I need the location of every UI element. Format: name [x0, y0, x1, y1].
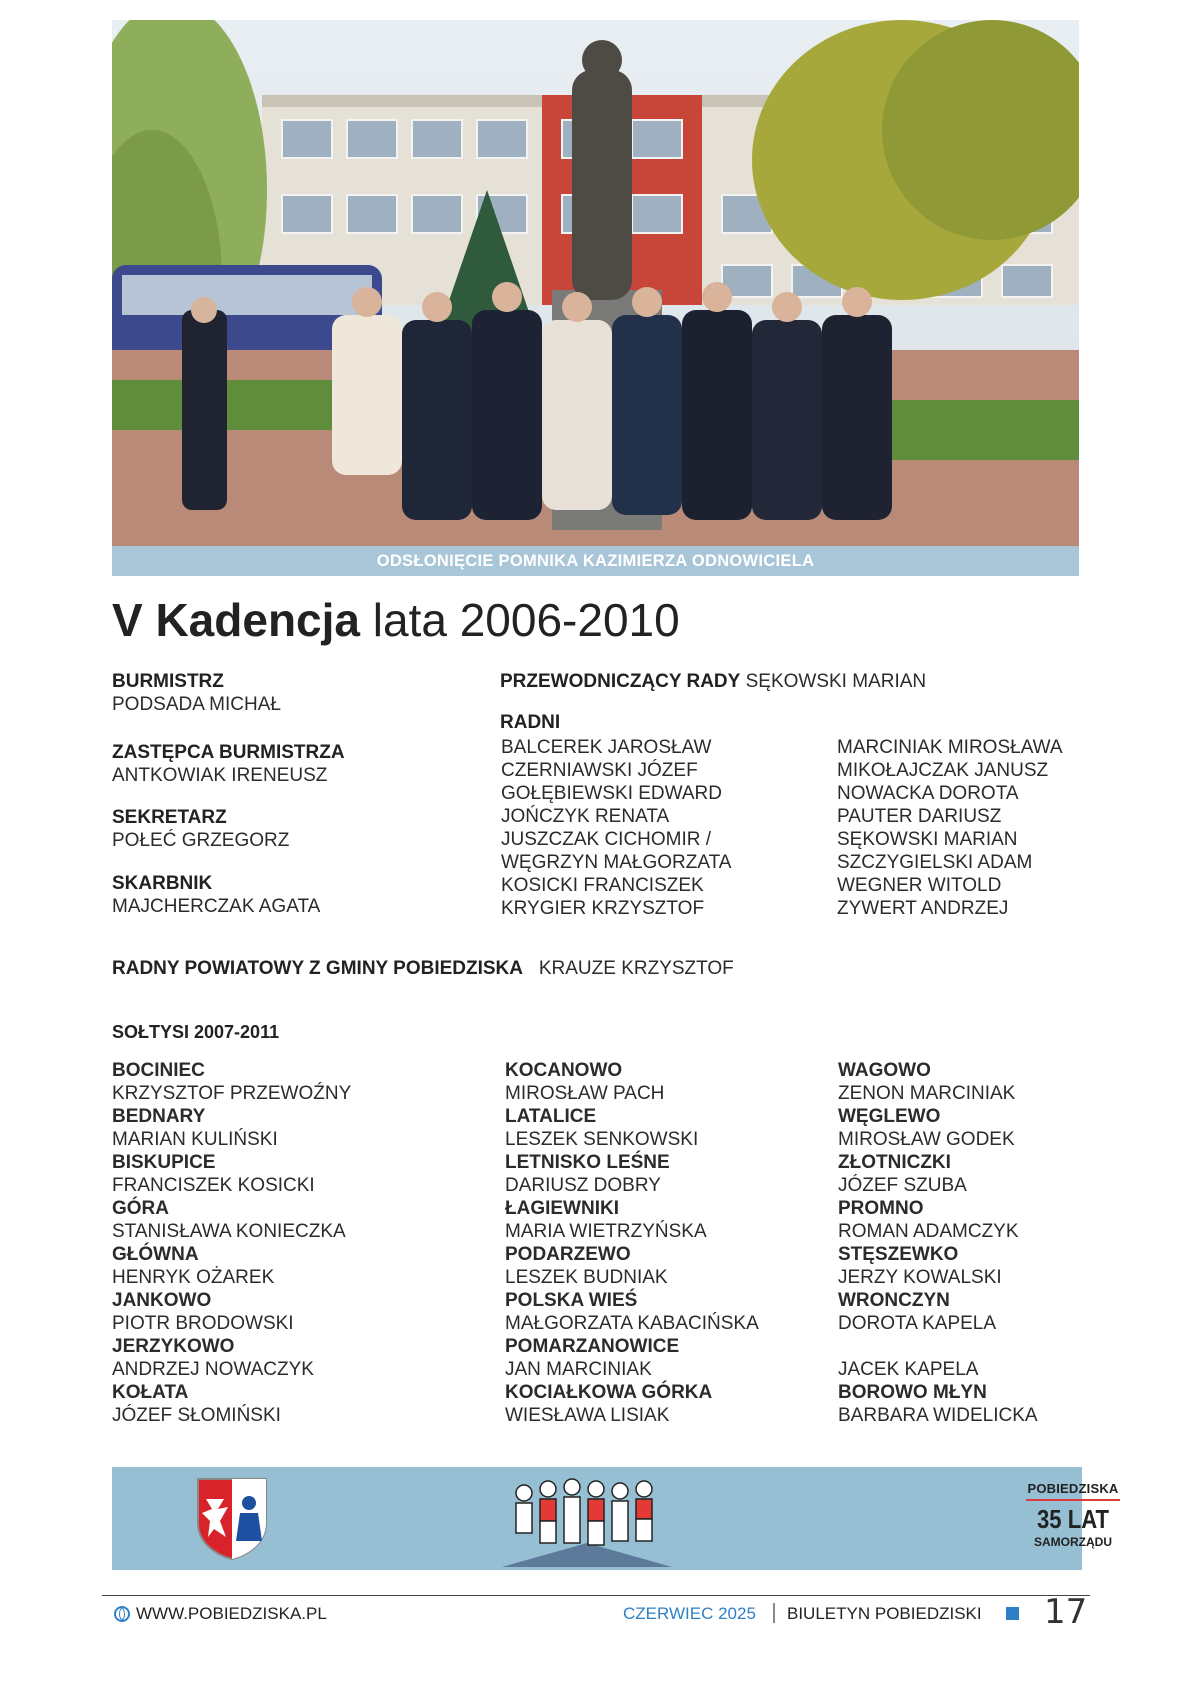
page-title: [112, 592, 680, 648]
list-item: MIKOŁAJCZAK JANUSZ: [837, 760, 1049, 781]
village-name: BEDNARY: [112, 1106, 206, 1127]
person-name: ANDRZEJ NOWACZYK: [112, 1359, 314, 1380]
coat-of-arms-icon: [196, 1477, 268, 1561]
list-item: KRYGIER KRZYSZTOF: [501, 898, 705, 919]
soltysi-column-2: [505, 1059, 759, 1427]
badge-top: POBIEDZISKA: [1027, 1481, 1119, 1496]
village-name: WĘGLEWO: [838, 1106, 941, 1127]
footer-website[interactable]: [114, 1602, 327, 1626]
person-name: MAŁGORZATA KABACIŃSKA: [505, 1313, 759, 1334]
badge-bottom: SAMORZĄDU: [1034, 1535, 1112, 1549]
village-name: PODARZEWO: [505, 1244, 631, 1265]
people-group-illustration: [502, 1473, 672, 1567]
list-item: SĘKOWSKI MARIAN: [837, 829, 1018, 850]
soltysi-column-3: [838, 1059, 1038, 1427]
village-name: ŁAGIEWNIKI: [505, 1198, 619, 1219]
person-name: PIOTR BRODOWSKI: [112, 1313, 294, 1334]
footer-separator: [773, 1603, 775, 1623]
person-name: LESZEK BUDNIAK: [505, 1267, 668, 1288]
village-name: POLSKA WIEŚ: [505, 1290, 638, 1311]
village-name: GŁÓWNA: [112, 1244, 199, 1265]
list-item: GOŁĘBIEWSKI EDWARD: [501, 783, 722, 804]
village-name: PROMNO: [838, 1198, 924, 1219]
village-name: STĘSZEWKO: [838, 1244, 959, 1265]
soltysi-column-1: [112, 1059, 351, 1427]
person-name: JÓZEF SŁOMIŃSKI: [112, 1405, 281, 1426]
footer-rule: [102, 1595, 1090, 1596]
person-name: HENRYK OŻAREK: [112, 1267, 275, 1288]
website-link: WWW.POBIEDZISKA.PL: [136, 1604, 327, 1623]
village-name: WRONCZYN: [838, 1290, 950, 1311]
footer-date: CZERWIEC 2025: [623, 1604, 756, 1623]
person-name: MARIA WIETRZYŃSKA: [505, 1221, 707, 1242]
badge-main: 35 LAT: [1036, 1504, 1110, 1534]
role-label: BURMISTRZ: [112, 671, 224, 692]
county-label: RADNY POWIATOWY Z GMINY POBIEDZISKA: [112, 958, 523, 979]
person-name: MIROSŁAW PACH: [505, 1083, 665, 1104]
radni-label: RADNI: [500, 712, 561, 733]
person-name: LESZEK SENKOWSKI: [505, 1129, 699, 1150]
village-name: BOROWO MŁYN: [838, 1382, 987, 1403]
county-name: KRAUZE KRZYSZTOF: [538, 958, 734, 979]
village-name: JERZYKOWO: [112, 1336, 235, 1357]
radni-column-2: [837, 736, 1063, 920]
footer-publication: BIULETYN POBIEDZISKI: [787, 1604, 982, 1623]
badge-divider: [1026, 1499, 1120, 1501]
council-chair-label: PRZEWODNICZĄCY RADY: [500, 671, 741, 692]
title-bold: V Kadencja: [112, 594, 360, 646]
person-name: MARIAN KULIŃSKI: [112, 1129, 278, 1150]
person-name: JACEK KAPELA: [838, 1359, 979, 1380]
village-name: KOCANOWO: [505, 1060, 623, 1081]
village-name: JANKOWO: [112, 1290, 212, 1311]
list-item: MARCINIAK MIROSŁAWA: [837, 737, 1063, 758]
photo-monument-unveiling: [112, 20, 1079, 546]
person-name: ROMAN ADAMCZYK: [838, 1221, 1019, 1242]
list-item: CZERNIAWSKI JÓZEF: [501, 760, 698, 781]
village-name: KOŁATA: [112, 1382, 189, 1403]
village-name: LETNISKO LEŚNE: [505, 1152, 670, 1173]
list-item: NOWACKA DOROTA: [837, 783, 1019, 804]
list-item: SZCZYGIELSKI ADAM: [837, 852, 1033, 873]
globe-icon: [114, 1606, 130, 1622]
village-name: LATALICE: [505, 1106, 597, 1127]
person-name: JERZY KOWALSKI: [838, 1267, 1002, 1288]
county-councillor: [112, 957, 734, 980]
village-name: ZŁOTNICZKI: [838, 1152, 951, 1173]
photo-caption: ODSŁONIĘCIE POMNIKA KAZIMIERZA ODNOWICIELA: [112, 546, 1079, 576]
page-number: 17: [1044, 1592, 1088, 1632]
person-name: DOROTA KAPELA: [838, 1313, 997, 1334]
person-name: DARIUSZ DOBRY: [505, 1175, 661, 1196]
role-label: SKARBNIK: [112, 873, 213, 894]
person-name: MIROSŁAW GODEK: [838, 1129, 1015, 1150]
list-item: WEGNER WITOLD: [837, 875, 1002, 896]
village-name: WAGOWO: [838, 1060, 931, 1081]
anniversary-badge: [1018, 1481, 1128, 1549]
role-label: ZASTĘPCA BURMISTRZA: [112, 742, 345, 763]
anniversary-banner: [112, 1467, 1119, 1570]
person-name: WIESŁAWA LISIAK: [505, 1405, 670, 1426]
person-name: FRANCISZEK KOSICKI: [112, 1175, 315, 1196]
list-item: BALCEREK JAROSŁAW: [501, 737, 712, 758]
role-name: ANTKOWIAK IRENEUSZ: [112, 765, 328, 786]
list-item: WĘGRZYN MAŁGORZATA: [501, 852, 732, 873]
title-rest: lata 2006-2010: [372, 594, 680, 646]
council-chair: [500, 670, 926, 693]
council-chair-name: SĘKOWSKI MARIAN: [745, 671, 927, 692]
person-name: [838, 1335, 1038, 1358]
list-item: PAUTER DARIUSZ: [837, 806, 1002, 827]
village-name: KOCIAŁKOWA GÓRKA: [505, 1382, 713, 1403]
soltysi-heading: SOŁTYSI 2007-2011: [112, 1022, 280, 1042]
village-name: BISKUPICE: [112, 1152, 216, 1173]
role-name: POŁEĆ GRZEGORZ: [112, 830, 290, 851]
radni-column-1: [501, 736, 731, 920]
person-name: JAN MARCINIAK: [505, 1359, 652, 1380]
person-name: KRZYSZTOF PRZEWOŹNY: [112, 1083, 352, 1104]
list-item: KOSICKI FRANCISZEK: [501, 875, 704, 896]
photo-illustration: [112, 20, 1079, 546]
village-name: BOCINIEC: [112, 1060, 205, 1081]
list-item: ZYWERT ANDRZEJ: [837, 898, 1009, 919]
village-name: GÓRA: [112, 1198, 169, 1219]
village-name: POMARZANOWICE: [505, 1336, 680, 1357]
person-name: STANISŁAWA KONIECZKA: [112, 1221, 346, 1242]
role-name: MAJCHERCZAK AGATA: [112, 896, 321, 917]
square-icon: [1006, 1607, 1019, 1620]
person-name: ZENON MARCINIAK: [838, 1083, 1016, 1104]
person-name: BARBARA WIDELICKA: [838, 1405, 1038, 1426]
role-name: PODSADA MICHAŁ: [112, 694, 281, 715]
list-item: JOŃCZYK RENATA: [501, 806, 670, 827]
role-label: SEKRETARZ: [112, 807, 227, 828]
person-name: JÓZEF SZUBA: [838, 1175, 967, 1196]
list-item: JUSZCZAK CICHOMIR /: [501, 829, 712, 850]
